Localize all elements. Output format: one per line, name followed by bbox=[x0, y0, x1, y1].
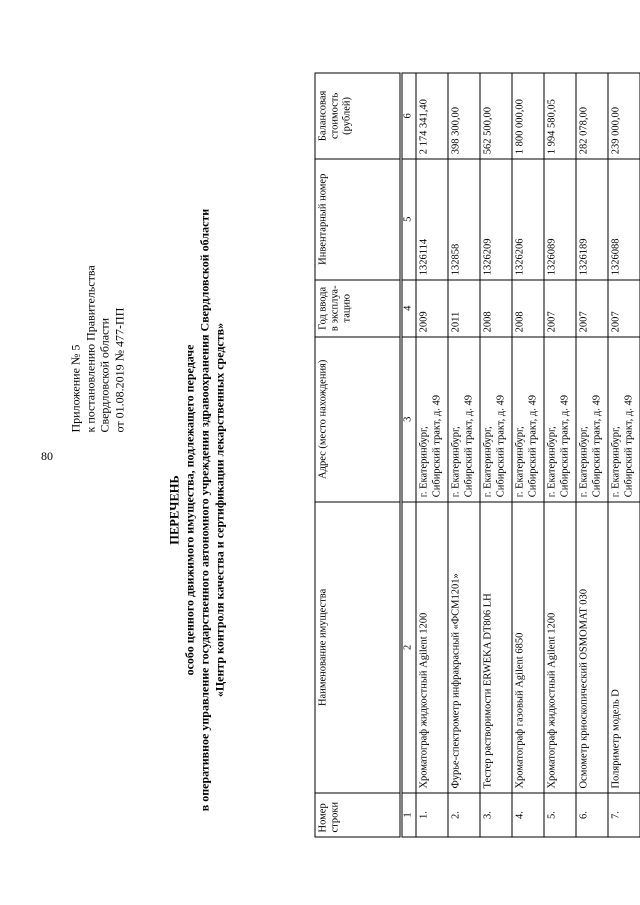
appendix-line: от 01.08.2019 № 477-ПП bbox=[112, 307, 126, 433]
item-name: Хроматограф газовый Agilent 6850 bbox=[512, 502, 544, 793]
address-street: Сибирский тракт, д. 49 bbox=[623, 395, 634, 498]
item-address bbox=[480, 337, 512, 502]
column-number-row bbox=[401, 73, 416, 837]
item-name: Тестер растворимости ERWEKA DT806 LH bbox=[480, 502, 512, 793]
header-name: Наименование имущества bbox=[315, 502, 401, 793]
column-number: 1 bbox=[401, 793, 416, 837]
table-row bbox=[544, 73, 576, 837]
item-year: 2008 bbox=[512, 280, 544, 337]
item-cost: 1 994 580,05 bbox=[544, 73, 576, 159]
heading-line: особо ценного движимого имущества, подлежащего передаче bbox=[182, 344, 197, 676]
document-title: ПЕРЕЧЕНЬ bbox=[167, 475, 182, 545]
item-cost: 398 300,00 bbox=[448, 73, 480, 159]
rotated-page-content bbox=[43, 23, 634, 883]
row-number: 4. bbox=[512, 793, 544, 837]
item-inventory: 1326114 bbox=[416, 159, 448, 280]
item-address bbox=[544, 337, 576, 502]
row-number: 7. bbox=[608, 793, 640, 837]
item-year: 2008 bbox=[480, 280, 512, 337]
item-year: 2007 bbox=[544, 280, 576, 337]
column-number: 6 bbox=[401, 73, 416, 159]
address-city: г. Екатеринбург, bbox=[514, 426, 526, 498]
header-address: Адрес (место нахождения) bbox=[315, 337, 401, 502]
address-street: Сибирский тракт, д. 49 bbox=[591, 395, 602, 498]
item-year: 2007 bbox=[576, 280, 608, 337]
address-city: г. Екатеринбург, bbox=[450, 426, 462, 498]
appendix-line: Приложение № 5 bbox=[68, 344, 83, 433]
item-address bbox=[576, 337, 608, 502]
appendix-block bbox=[69, 173, 127, 433]
item-address bbox=[512, 337, 544, 502]
header-year: Год ввода в эксплуа-тацию bbox=[315, 280, 401, 337]
heading-line: в оперативное управление государственного автономного учреждения здравоохранения Свердловской области bbox=[197, 208, 212, 812]
item-inventory: 1326209 bbox=[480, 159, 512, 280]
heading-line: «Центр контроля качества и сертификации лекарственных средств» bbox=[212, 322, 227, 698]
table-row bbox=[512, 73, 544, 837]
address-street: Сибирский тракт, д. 49 bbox=[431, 395, 442, 498]
item-name: Осмометр криоскопический OSMOMAT 030 bbox=[576, 502, 608, 793]
table-row bbox=[448, 73, 480, 837]
header-cost: Балансовая стоимость (рублей) bbox=[315, 73, 401, 159]
column-number: 5 bbox=[401, 159, 416, 280]
row-number: 1. bbox=[416, 793, 448, 837]
property-table bbox=[315, 73, 640, 838]
table-row bbox=[576, 73, 608, 837]
table-row bbox=[608, 73, 640, 837]
address-street: Сибирский тракт, д. 49 bbox=[527, 395, 538, 498]
appendix-line: Свердловской области bbox=[97, 317, 112, 433]
appendix-line: к постановлению Правительства bbox=[83, 265, 97, 433]
column-number: 2 bbox=[401, 502, 416, 793]
item-address bbox=[608, 337, 640, 502]
item-address bbox=[416, 337, 448, 502]
item-year: 2007 bbox=[608, 280, 640, 337]
header-num: Номер строки bbox=[315, 793, 401, 837]
address-city: г. Екатеринбург, bbox=[610, 426, 622, 498]
item-cost: 239 000,00 bbox=[608, 73, 640, 159]
document-heading bbox=[168, 138, 228, 883]
page-number: 80 bbox=[41, 449, 53, 463]
address-street: Сибирский тракт, д. 49 bbox=[463, 395, 474, 498]
table-row bbox=[480, 73, 512, 837]
item-cost: 562 500,00 bbox=[480, 73, 512, 159]
item-inventory: 1326206 bbox=[512, 159, 544, 280]
row-number: 5. bbox=[544, 793, 576, 837]
item-name: Фурье-спектрометр инфракрасный «ФСМ1201» bbox=[448, 502, 480, 793]
item-inventory: 1326189 bbox=[576, 159, 608, 280]
item-inventory: 1326089 bbox=[544, 159, 576, 280]
row-number: 3. bbox=[480, 793, 512, 837]
row-number: 2. bbox=[448, 793, 480, 837]
address-city: г. Екатеринбург, bbox=[418, 426, 430, 498]
address-street: Сибирский тракт, д. 49 bbox=[559, 395, 570, 498]
address-city: г. Екатеринбург, bbox=[546, 426, 558, 498]
address-city: г. Екатеринбург, bbox=[482, 426, 494, 498]
item-name: Поляриметр модель D bbox=[608, 502, 640, 793]
item-inventory: 132858 bbox=[448, 159, 480, 280]
item-cost: 282 078,00 bbox=[576, 73, 608, 159]
address-city: г. Екатеринбург, bbox=[578, 426, 590, 498]
column-number: 3 bbox=[401, 337, 416, 502]
column-number: 4 bbox=[401, 280, 416, 337]
item-address bbox=[448, 337, 480, 502]
item-cost: 1 800 000,00 bbox=[512, 73, 544, 159]
item-year: 2009 bbox=[416, 280, 448, 337]
address-street: Сибирский тракт, д. 49 bbox=[495, 395, 506, 498]
item-cost: 2 174 341,40 bbox=[416, 73, 448, 159]
header-inventory: Инвентарный номер bbox=[315, 159, 401, 280]
row-number: 6. bbox=[576, 793, 608, 837]
item-name: Хроматограф жидкостный Agilent 1200 bbox=[416, 502, 448, 793]
table-row bbox=[416, 73, 448, 837]
item-name: Хроматограф жидкостный Agilent 1200 bbox=[544, 502, 576, 793]
item-year: 2011 bbox=[448, 280, 480, 337]
item-inventory: 1326088 bbox=[608, 159, 640, 280]
